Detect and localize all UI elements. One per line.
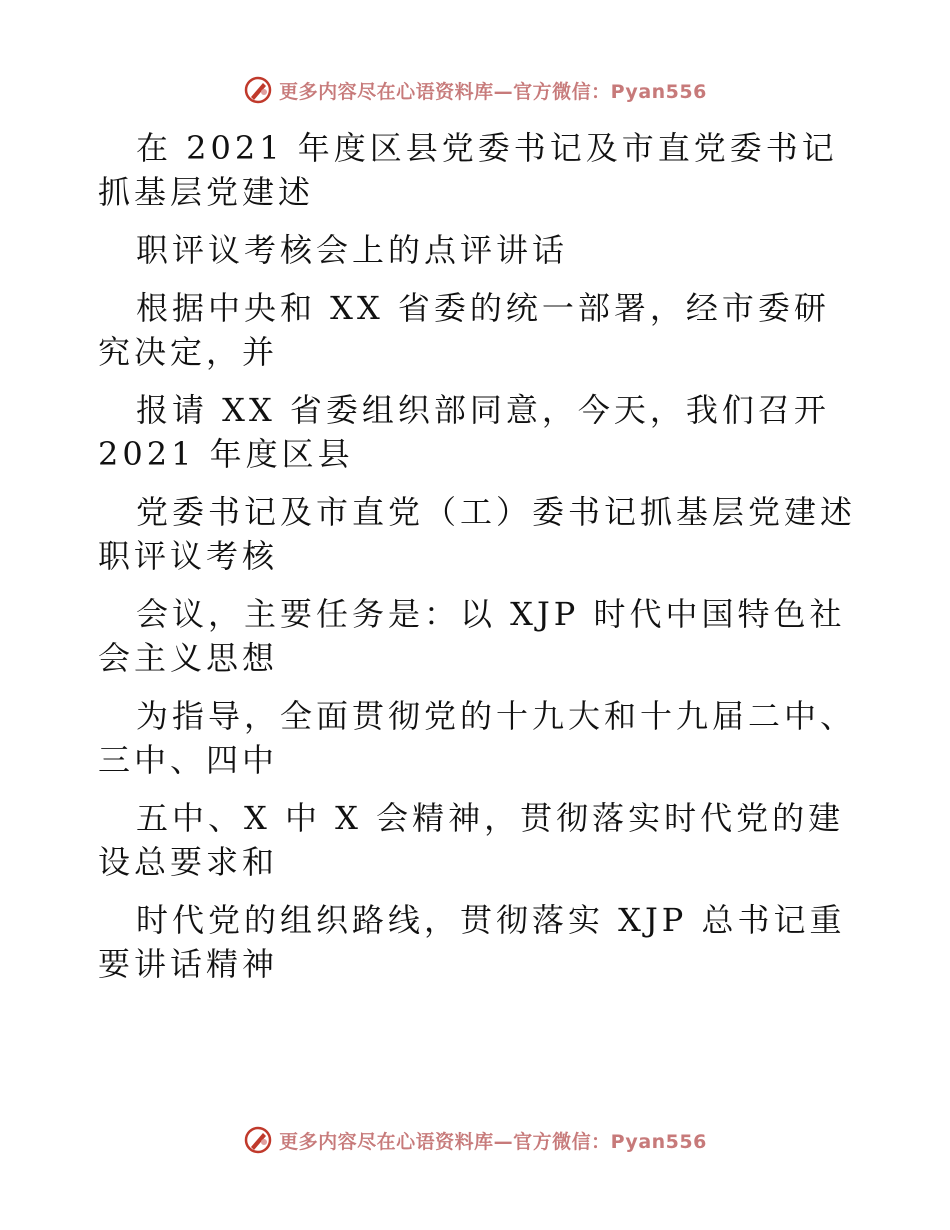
paragraph: 职评议考核会上的点评讲话 xyxy=(136,231,569,269)
watermark-text: 更多内容尽在心语资料库—官方微信：Pyan556 xyxy=(279,80,707,103)
paragraph: 在 2021 年度区县党委书记及市直党委书记抓基层党建述 xyxy=(98,129,838,211)
paragraph: 会议，主要任务是：以 XJP 时代中国特色社会主义思想 xyxy=(98,595,846,677)
logo-icon xyxy=(243,75,273,105)
footer-watermark xyxy=(0,1120,950,1160)
header-watermark xyxy=(0,70,950,110)
watermark-text: 更多内容尽在心语资料库—官方微信：Pyan556 xyxy=(279,1130,707,1153)
paragraph: 时代党的组织路线，贯彻落实 XJP 总书记重要讲话精神 xyxy=(98,901,846,983)
logo-icon xyxy=(243,1125,273,1155)
paragraph: 为指导，全面贯彻党的十九大和十九届二中、三中、四中 xyxy=(98,697,857,779)
paragraph: 报请 XX 省委组织部同意，今天，我们召开 2021 年度区县 xyxy=(98,391,830,473)
paragraph: 五中、X 中 X 会精神，贯彻落实时代党的建设总要求和 xyxy=(98,799,845,881)
paragraph: 根据中央和 XX 省委的统一部署，经市委研究决定，并 xyxy=(98,289,830,371)
paragraph: 党委书记及市直党（工）委书记抓基层党建述职评议考核 xyxy=(98,493,857,575)
document-body xyxy=(98,126,858,1000)
